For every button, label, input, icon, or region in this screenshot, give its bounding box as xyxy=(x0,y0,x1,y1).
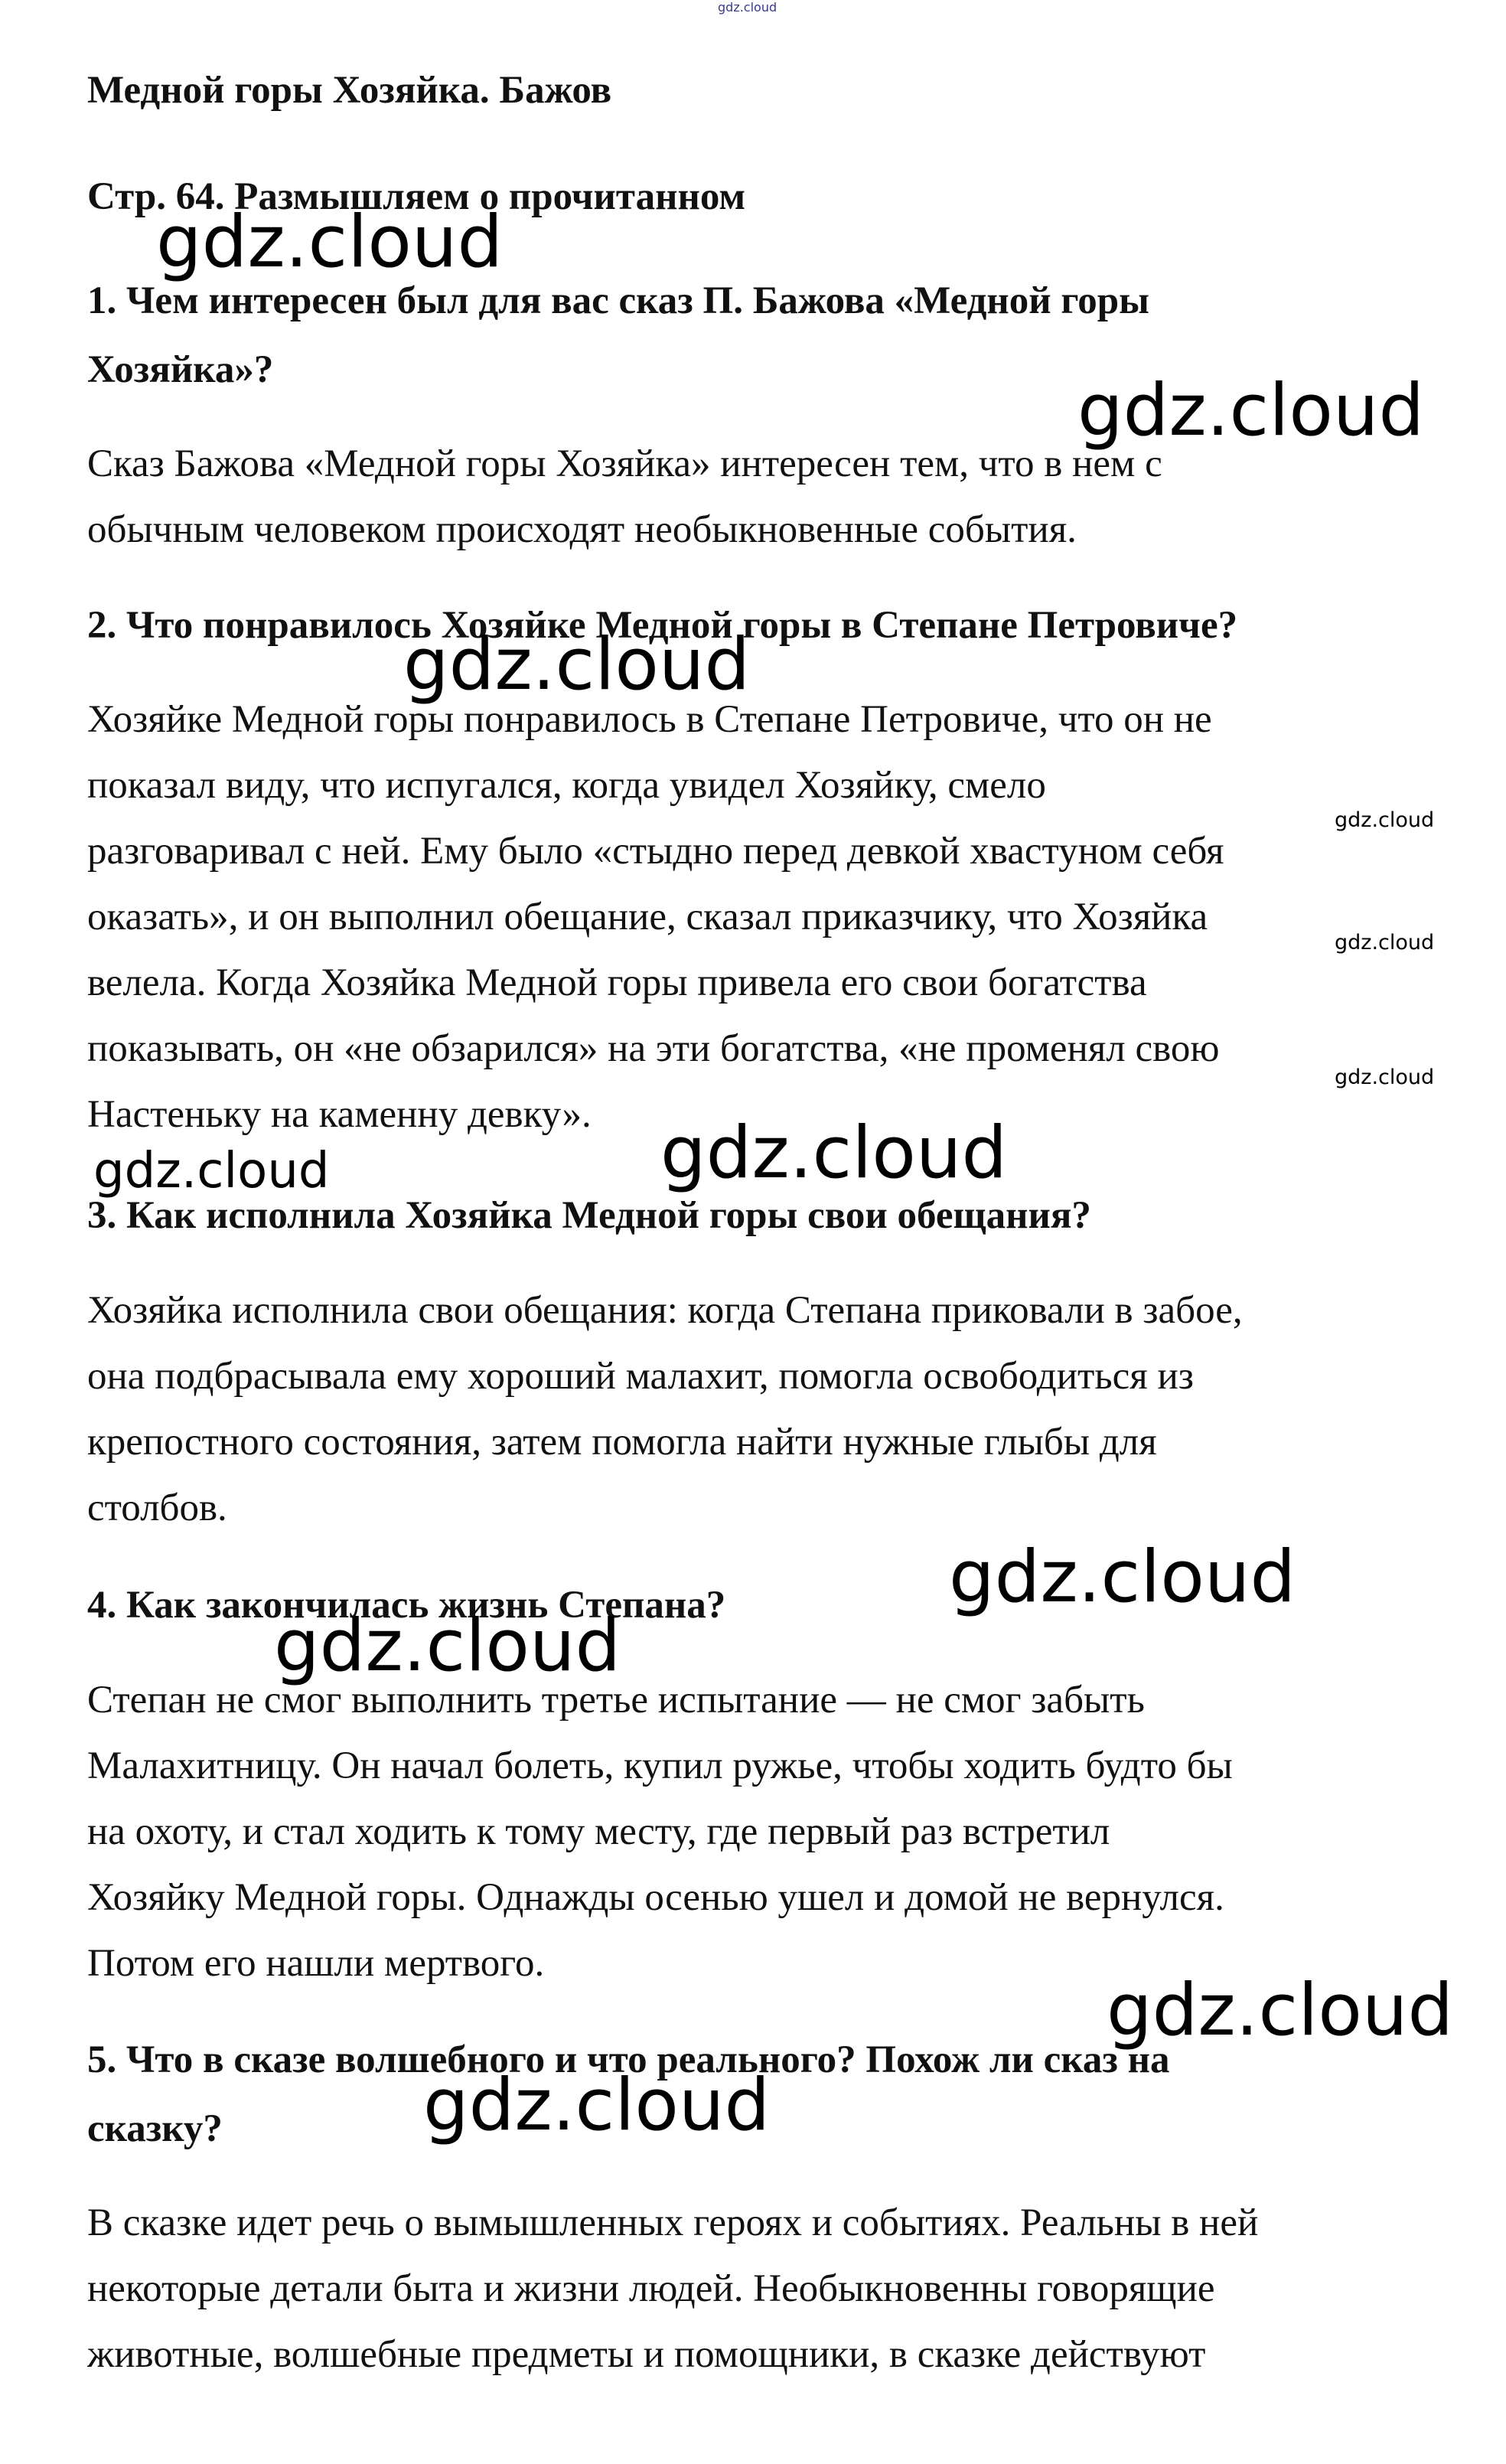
answer-2-line-4: оказать», и он выполнил обещание, сказал приказчику, что Хозяйка xyxy=(87,896,1208,938)
watermark: gdz.cloud xyxy=(660,1111,1008,1195)
answer-4-line-5: Потом его нашли мертвого. xyxy=(87,1942,545,1985)
answer-2-line-7: Настеньку на каменну девку». xyxy=(87,1093,592,1136)
watermark: gdz.cloud xyxy=(1335,1066,1435,1089)
section-heading: Стр. 64. Размышляем о прочитанном xyxy=(87,175,746,218)
watermark: gdz.cloud xyxy=(1335,931,1435,955)
answer-3-line-2: она подбрасывала ему хороший малахит, помогла освободиться из xyxy=(87,1355,1194,1398)
answer-4-line-1: Степан не смог выполнить третье испытание — не смог забыть xyxy=(87,1679,1145,1722)
answer-2-line-6: показывать, он «не обзарился» на эти богатства, «не променял свою xyxy=(87,1027,1220,1070)
answer-2-line-5: велела. Когда Хозяйка Медной горы привела его свои богатства xyxy=(87,961,1147,1004)
watermark: gdz.cloud xyxy=(93,1143,330,1199)
question-1-line-1: 1. Чем интересен был для вас сказ П. Бажова «Медной горы xyxy=(87,279,1149,322)
watermark: gdz.cloud xyxy=(403,623,751,707)
answer-5-line-2: некоторые детали быта и жизни людей. Необыкновенны говорящие xyxy=(87,2267,1215,2310)
watermark: gdz.cloud xyxy=(1335,808,1435,832)
document-title: Медной горы Хозяйка. Бажов xyxy=(87,69,612,112)
answer-1-line-2: обычным человеком происходят необыкновенные события. xyxy=(87,508,1077,551)
watermark-top: gdz.cloud xyxy=(718,0,777,15)
question-1-line-2: Хозяйка»? xyxy=(87,348,274,391)
answer-3-line-4: столбов. xyxy=(87,1487,227,1529)
answer-3-line-3: крепостного состояния, затем помогла найти нужные глыбы для xyxy=(87,1421,1157,1464)
watermark: gdz.cloud xyxy=(1077,369,1425,452)
watermark: gdz.cloud xyxy=(274,1604,621,1688)
question-2-line-1: 2. Что понравилось Хозяйке Медной горы в Степане Петровиче? xyxy=(87,604,1238,647)
answer-3-line-1: Хозяйка исполнила свои обещания: когда Степана приковали в забое, xyxy=(87,1289,1243,1332)
answer-1-line-1: Сказ Бажова «Медной горы Хозяйка» интересен тем, что в нем с xyxy=(87,442,1162,485)
watermark: gdz.cloud xyxy=(949,1536,1296,1619)
answer-2-line-3: разговаривал с ней. Ему было «стыдно перед девкой хвастуном себя xyxy=(87,830,1224,873)
answer-5-line-1: В сказке идет речь о вымышленных героях и событиях. Реальны в ней xyxy=(87,2201,1259,2244)
answer-4-line-3: на охоту, и стал ходить к тому месту, где первый раз встретил xyxy=(87,1810,1110,1853)
question-3-line-1: 3. Как исполнила Хозяйка Медной горы свои обещания? xyxy=(87,1194,1091,1237)
answer-2-line-2: показал виду, что испугался, когда увидел Хозяйку, смело xyxy=(87,764,1046,807)
watermark: gdz.cloud xyxy=(1107,1969,1454,2052)
question-5-line-2: сказку? xyxy=(87,2107,223,2150)
answer-4-line-4: Хозяйку Медной горы. Однажды осенью ушел и домой не вернулся. xyxy=(87,1876,1224,1919)
question-5-line-1: 5. Что в сказе волшебного и что реального? Похож ли сказ на xyxy=(87,2038,1170,2081)
watermark: gdz.cloud xyxy=(423,2064,771,2147)
question-4-line-1: 4. Как закончилась жизнь Степана? xyxy=(87,1584,726,1627)
answer-5-line-3: животные, волшебные предметы и помощники, в сказке действуют xyxy=(87,2333,1206,2376)
watermark: gdz.cloud xyxy=(156,201,504,284)
answer-2-line-1: Хозяйке Медной горы понравилось в Степане Петровиче, что он не xyxy=(87,698,1212,741)
answer-4-line-2: Малахитницу. Он начал болеть, купил ружье, чтобы ходить будто бы xyxy=(87,1744,1233,1787)
